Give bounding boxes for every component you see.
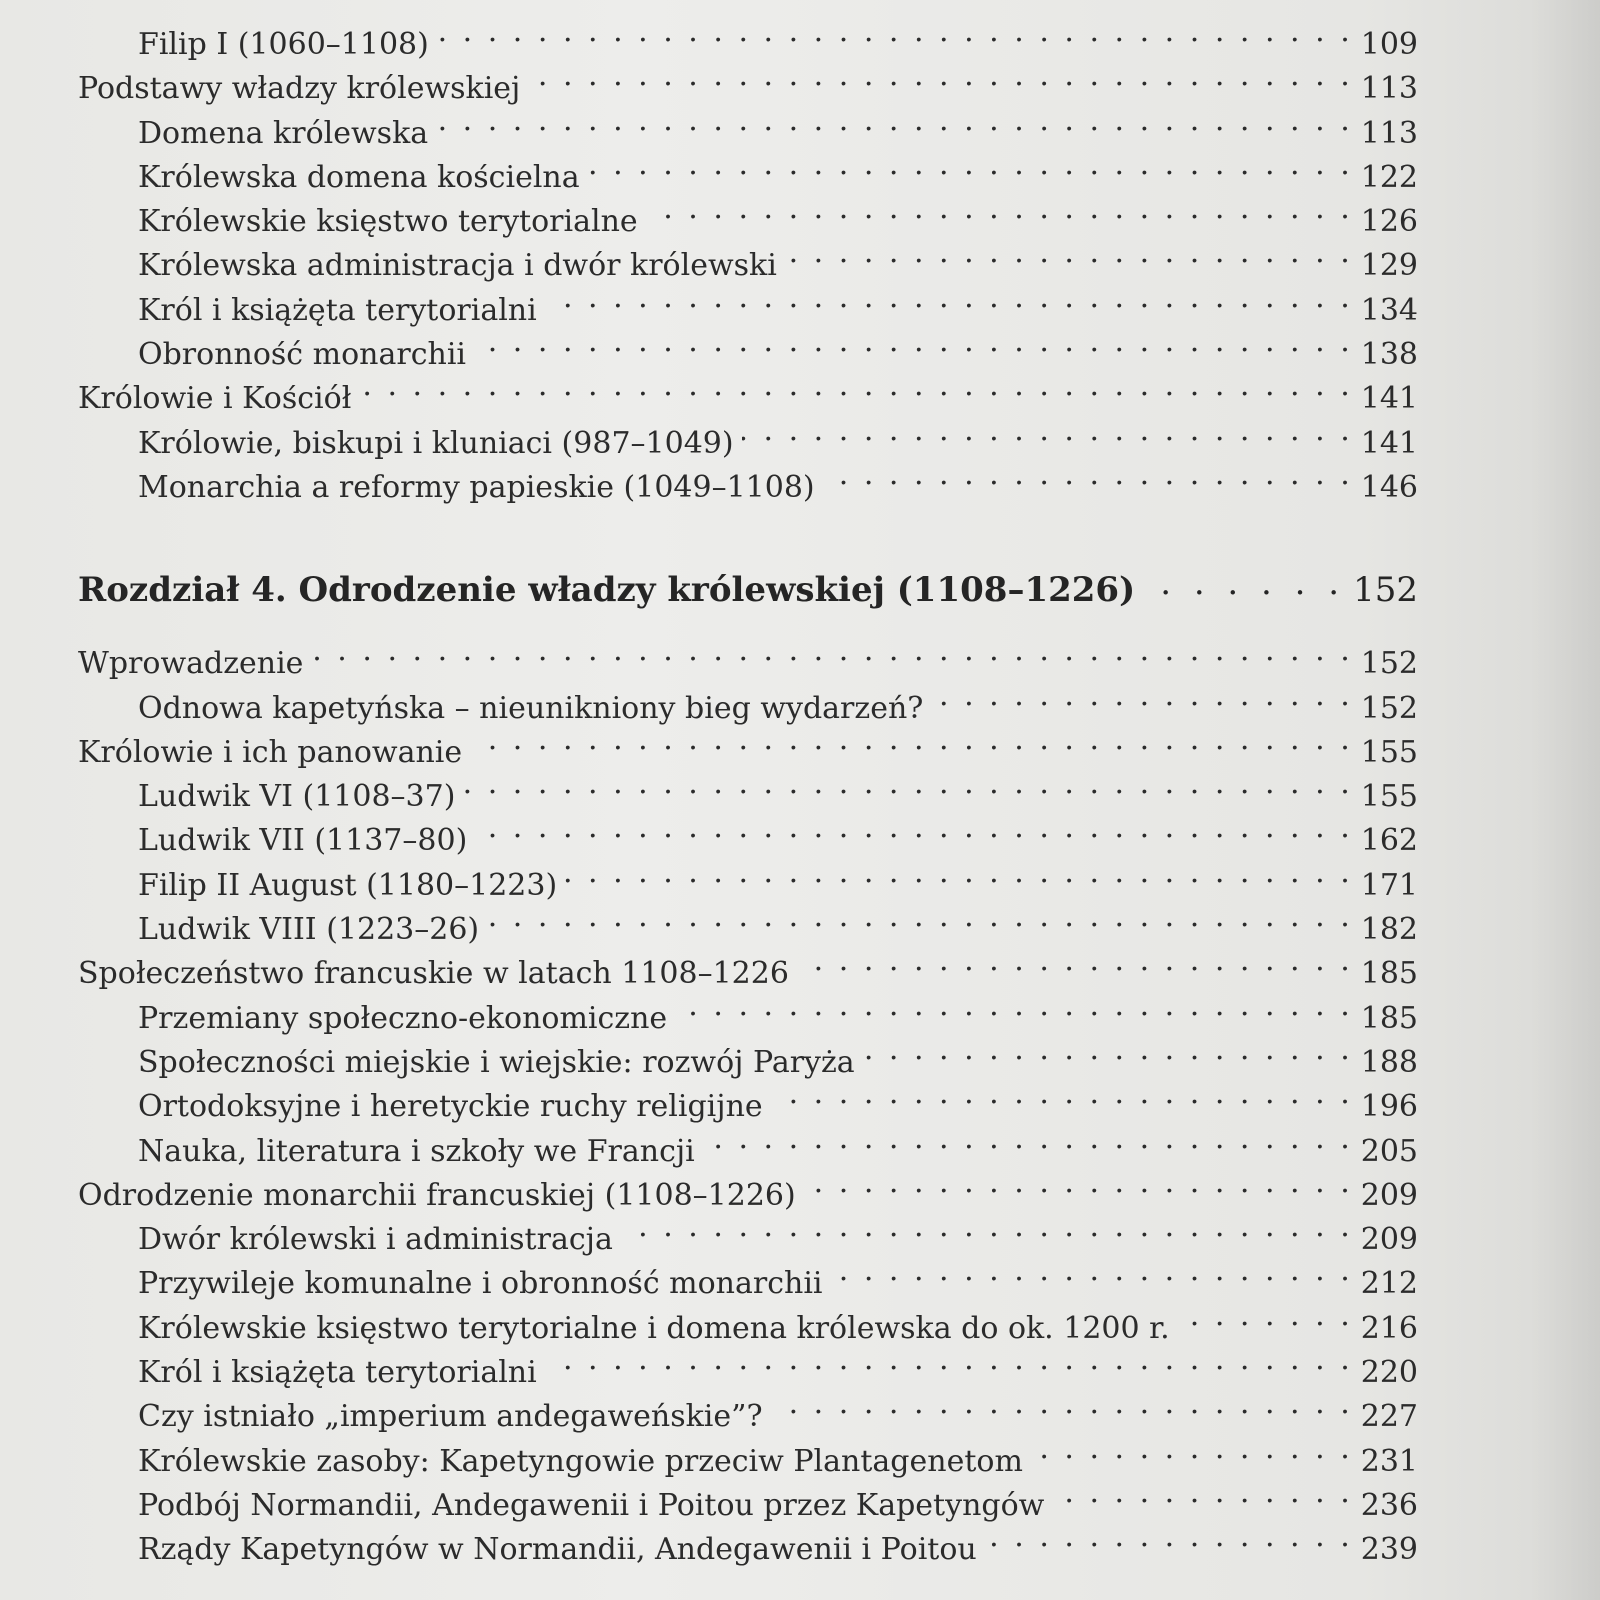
entry-title: Filip II August (1180–1223) — [138, 867, 558, 903]
dot-leader — [463, 762, 1352, 806]
entry-page-number: 205 — [1360, 1133, 1418, 1169]
dot-leader — [565, 851, 1353, 895]
entry-page-number: 209 — [1360, 1177, 1418, 1213]
entry-page-number: 146 — [1360, 469, 1418, 505]
entry-page-number: 231 — [1360, 1443, 1418, 1479]
dot-leader — [985, 1515, 1353, 1559]
entry-page-number: 196 — [1360, 1089, 1418, 1125]
dot-leader — [785, 231, 1353, 275]
dot-leader — [823, 453, 1353, 497]
entry-title: Królowie, biskupi i kluniaci (987–1049) — [138, 425, 734, 461]
entry-title: Odnowa kapetyńska – nieunikniony bieg wydarzeń? — [138, 690, 924, 726]
entry-title: Królewska domena kościelna — [138, 159, 580, 195]
dot-leader — [545, 1338, 1353, 1382]
entry-title: Monarchia a reformy papieskie (1049–1108) — [138, 469, 815, 505]
entry-title: Królewska administracja i dwór królewski — [138, 248, 777, 284]
entry-page-number: 122 — [1360, 159, 1418, 195]
entry-title: Król i książęta terytorialni — [138, 1355, 537, 1391]
entry-page-number: 185 — [1360, 1000, 1418, 1036]
dot-leader — [475, 806, 1352, 850]
entry-page-number: 236 — [1360, 1487, 1418, 1523]
entry-title: Przywileje komunalne i obronność monarchii — [138, 1266, 823, 1302]
entry-page-number: 239 — [1360, 1532, 1418, 1568]
dot-leader — [528, 54, 1352, 98]
entry-page-number: 126 — [1360, 204, 1418, 240]
entry-title: Królowie i Kościół — [78, 381, 352, 417]
dot-leader — [621, 1205, 1353, 1249]
dot-leader — [863, 1028, 1353, 1072]
toc-section-b — [78, 629, 1418, 1568]
entry-title: Podstawy władzy królewskiej — [78, 71, 521, 107]
chapter-title: Rozdział 4. Odrodzenie władzy królewskiej (1108–1226) — [78, 570, 1136, 611]
entry-page-number: 152 — [1360, 646, 1418, 682]
entry-title: Król i książęta terytorialni — [138, 292, 537, 328]
dot-leader — [545, 276, 1353, 320]
dot-leader — [436, 99, 1353, 143]
dot-leader — [1052, 1471, 1352, 1515]
entry-title: Rządy Kapetyngów w Normandii, Andegawenii i Poitou — [138, 1532, 977, 1568]
dot-leader — [311, 629, 1352, 673]
dot-leader — [675, 984, 1353, 1028]
dot-leader — [359, 364, 1352, 408]
entry-title: Królewskie księstwo terytorialne — [138, 204, 638, 240]
dot-leader — [588, 143, 1353, 187]
dot-leader — [646, 187, 1353, 231]
entry-page-number: 171 — [1360, 867, 1418, 903]
entry-title: Społeczności miejskie i wiejskie: rozwój Paryża — [138, 1044, 855, 1080]
entry-page-number: 113 — [1360, 115, 1418, 151]
entry-page-number: 129 — [1360, 248, 1418, 284]
entry-title: Ludwik VIII (1223–26) — [138, 912, 480, 948]
entry-page-number: 227 — [1360, 1399, 1418, 1435]
entry-page-number: 209 — [1360, 1222, 1418, 1258]
entry-page-number: 138 — [1360, 337, 1418, 373]
dot-leader — [703, 1117, 1353, 1161]
entry-title: Wprowadzenie — [78, 646, 304, 682]
dot-leader — [474, 320, 1353, 364]
entry-title: Królewskie zasoby: Kapetyngowie przeciw Plantagenetom — [138, 1443, 1023, 1479]
entry-page-number: 141 — [1360, 381, 1418, 417]
entry-title: Nauka, literatura i szkoły we Francji — [138, 1133, 695, 1169]
dot-leader — [831, 1249, 1353, 1293]
entry-title: Królowie i ich panowanie — [78, 734, 463, 770]
entry-title: Społeczeństwo francuskie w latach 1108–1226 — [78, 956, 789, 992]
dot-leader — [470, 718, 1353, 762]
entry-page-number: 155 — [1360, 779, 1418, 815]
entry-title: Królewskie księstwo terytorialne i domena królewska do ok. 1200 r. — [138, 1310, 1170, 1346]
entry-page-number: 155 — [1360, 734, 1418, 770]
entry-title: Ortodoksyjne i heretyckie ruchy religijne — [138, 1089, 763, 1125]
entry-page-number: 216 — [1360, 1310, 1418, 1346]
entry-title: Odrodzenie monarchii francuskiej (1108–1226) — [78, 1177, 796, 1213]
entry-page-number: 182 — [1360, 912, 1418, 948]
dot-leader — [1178, 1294, 1353, 1338]
chapter-page-number: 152 — [1353, 570, 1418, 611]
dot-leader — [771, 1382, 1353, 1426]
entry-title: Obronność monarchii — [138, 337, 467, 373]
dot-leader — [804, 1161, 1353, 1205]
entry-page-number: 185 — [1360, 956, 1418, 992]
dot-leader — [742, 409, 1353, 453]
dot-leader — [1031, 1427, 1353, 1471]
toc-section-a — [78, 10, 1418, 505]
entry-title: Dwór królewski i administracja — [138, 1222, 613, 1258]
entry-page-number: 113 — [1360, 71, 1418, 107]
entry-title: Filip I (1060–1108) — [138, 27, 429, 62]
entry-title: Domena królewska — [138, 115, 429, 151]
toc-subentry — [78, 10, 1418, 62]
dot-leader — [931, 674, 1352, 718]
dot-leader — [1143, 557, 1345, 601]
toc-entry — [78, 629, 1418, 682]
entry-title: Podbój Normandii, Andegawenii i Poitou przez Kapetyngów — [138, 1487, 1045, 1523]
entry-page-number: 212 — [1360, 1266, 1418, 1302]
chapter-heading — [78, 557, 1418, 609]
entry-page-number: 141 — [1360, 425, 1418, 461]
entry-page-number: 188 — [1360, 1044, 1418, 1080]
dot-leader — [797, 939, 1353, 983]
entry-title: Ludwik VI (1108–37) — [138, 779, 456, 815]
table-of-contents — [78, 10, 1418, 1568]
entry-page-number: 109 — [1360, 27, 1418, 62]
dot-leader — [771, 1072, 1353, 1116]
entry-page-number: 220 — [1360, 1355, 1418, 1391]
entry-title: Przemiany społeczno-ekonomiczne — [138, 1000, 668, 1036]
entry-title: Czy istniało „imperium andegaweńskie”? — [138, 1399, 763, 1435]
entry-page-number: 162 — [1360, 823, 1418, 859]
entry-page-number: 134 — [1360, 292, 1418, 328]
entry-title: Ludwik VII (1137–80) — [138, 823, 468, 859]
dot-leader — [487, 895, 1353, 939]
entry-page-number: 152 — [1360, 690, 1418, 726]
dot-leader — [437, 10, 1353, 54]
